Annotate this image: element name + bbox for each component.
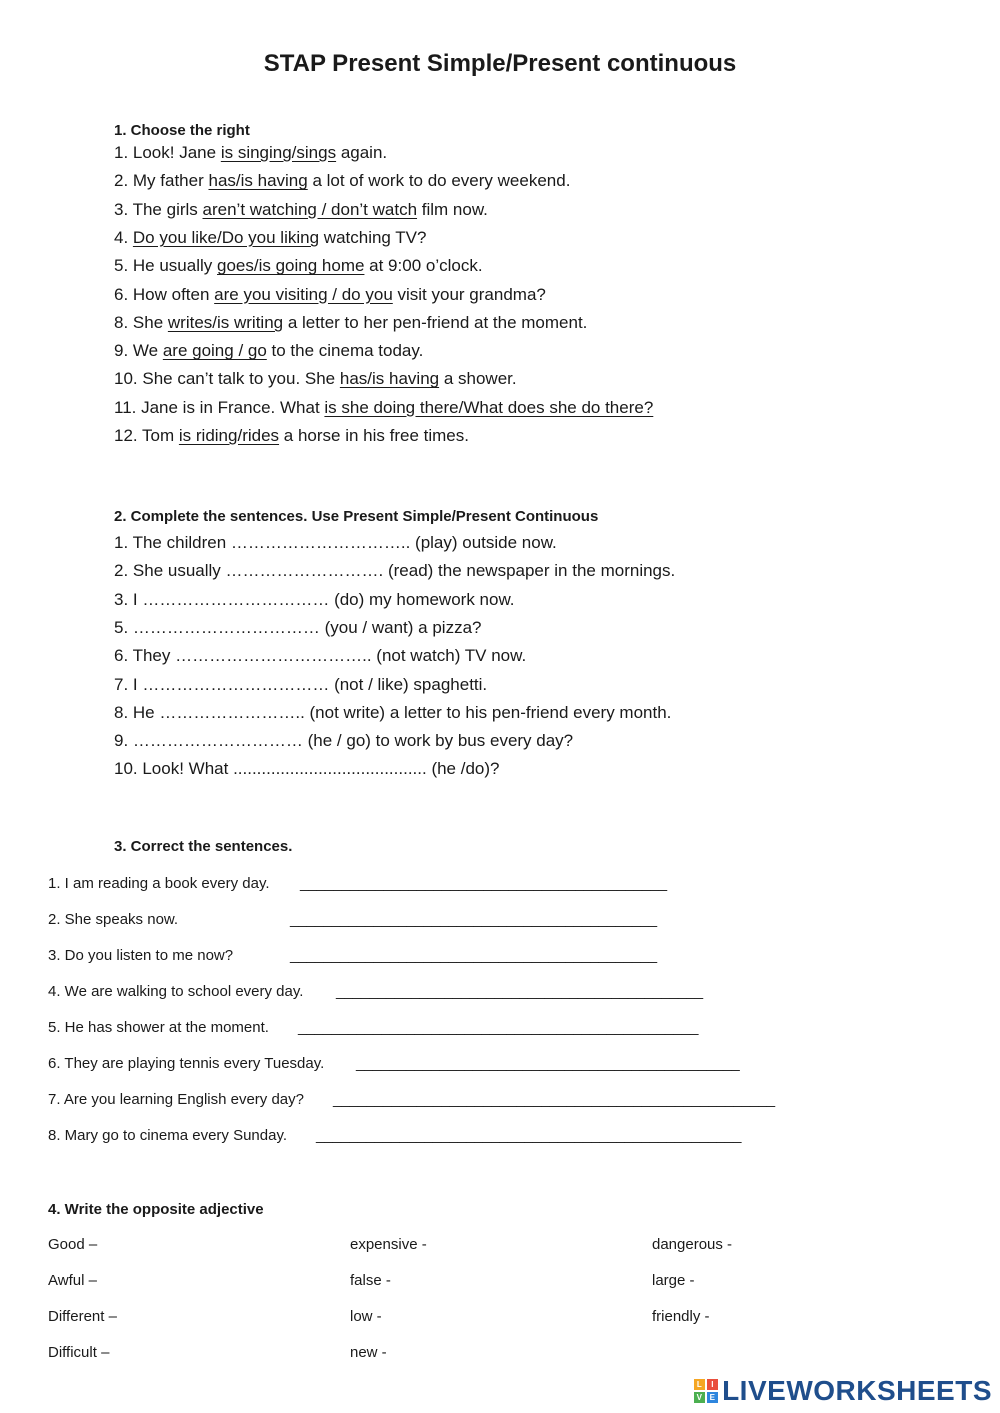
choice-text-pre: 9. We bbox=[114, 341, 163, 361]
correct-sentence: 5. He has shower at the moment. bbox=[48, 1019, 269, 1036]
choice-text-pre: 2. My father bbox=[114, 171, 209, 191]
choice-text-pre: 6. How often bbox=[114, 284, 215, 304]
choice-text-pre: 1. Look! Jane bbox=[114, 143, 221, 162]
choice-text-pre: 11. Jane is in France. What bbox=[114, 397, 325, 417]
choice-text-pre: 4. bbox=[114, 227, 133, 247]
choice-text-pre: 3. The girls bbox=[114, 199, 203, 219]
section-2-heading: 2. Complete the sentences. Use Present Simple/Present Continuous bbox=[114, 508, 599, 525]
answer-line[interactable]: ____________________________________________ bbox=[290, 947, 658, 964]
answer-line[interactable]: ________________________________________________ bbox=[298, 1019, 699, 1036]
choice-text-pre: 5. He usually bbox=[114, 256, 217, 276]
correct-sentence: 2. She speaks now. bbox=[48, 911, 179, 928]
correct-sentence: 3. Do you listen to me now? bbox=[48, 947, 234, 964]
choice-text-post: a horse in his free times. bbox=[279, 426, 469, 445]
answer-line[interactable]: ___________________________________________________ bbox=[316, 1127, 742, 1144]
logo-mark-letter: I bbox=[707, 1379, 718, 1390]
correct-sentence: 1. I am reading a book every day. bbox=[48, 875, 270, 892]
choice-options[interactable]: is singing/sings bbox=[220, 143, 337, 162]
choice-options[interactable]: is riding/rides bbox=[178, 426, 280, 445]
choice-item bbox=[114, 398, 653, 418]
section-1-heading: 1. Choose the right bbox=[114, 122, 250, 139]
complete-item[interactable]: 10. Look! What ......................................... (he /do)? bbox=[114, 759, 500, 779]
choice-text-post: a shower. bbox=[439, 369, 517, 389]
answer-line[interactable]: ______________________________________________ bbox=[356, 1055, 740, 1072]
complete-item[interactable]: 1. The children ………………………….. (play) outside now. bbox=[114, 533, 557, 552]
choice-options[interactable]: are going / go bbox=[162, 341, 267, 361]
adjective-item[interactable]: Awful – bbox=[48, 1272, 97, 1289]
choice-options[interactable]: has/is having bbox=[339, 369, 440, 389]
complete-item[interactable]: 9. ………………………… (he / go) to work by bus every day? bbox=[114, 731, 574, 751]
page-title: STAP Present Simple/Present continuous bbox=[263, 50, 737, 77]
choice-item bbox=[114, 341, 423, 361]
correct-sentence: 6. They are playing tennis every Tuesday. bbox=[48, 1055, 325, 1072]
adjective-item[interactable]: Good – bbox=[48, 1236, 98, 1253]
choice-text-post: at 9:00 o’clock. bbox=[364, 256, 483, 276]
choice-text-post: film now. bbox=[417, 199, 488, 219]
adjective-item[interactable]: expensive - bbox=[350, 1236, 427, 1253]
choice-options[interactable]: aren’t watching / don’t watch bbox=[202, 199, 418, 219]
choice-options[interactable]: has/is having bbox=[208, 171, 308, 191]
correct-sentence: 7. Are you learning English every day? bbox=[48, 1091, 304, 1108]
choice-text-pre: 12. Tom bbox=[114, 426, 179, 445]
choice-text-post: again. bbox=[336, 143, 388, 162]
liveworksheets-logo bbox=[694, 1375, 992, 1407]
section-3-heading: 3. Correct the sentences. bbox=[114, 838, 293, 855]
choice-item bbox=[114, 200, 488, 220]
choice-options[interactable]: writes/is writing bbox=[167, 312, 284, 332]
choice-text-post: to the cinema today. bbox=[266, 341, 424, 361]
correct-sentence: 8. Mary go to cinema every Sunday. bbox=[48, 1127, 288, 1144]
choice-item bbox=[114, 171, 570, 191]
logo-mark-letter: L bbox=[694, 1379, 705, 1390]
choice-options[interactable]: are you visiting / do you bbox=[214, 284, 393, 304]
choice-item bbox=[114, 426, 469, 446]
choice-text-post: a lot of work to do every weekend. bbox=[307, 171, 571, 191]
complete-item[interactable]: 7. I …………………………… (not / like) spaghetti. bbox=[114, 674, 488, 694]
complete-item[interactable]: 6. They …………………………….. (not watch) TV now. bbox=[114, 646, 527, 666]
answer-line[interactable]: _____________________________________________________ bbox=[333, 1091, 776, 1108]
choice-item bbox=[114, 285, 546, 305]
choice-options[interactable]: goes/is going home bbox=[217, 256, 365, 276]
choice-text-pre: 8. She bbox=[114, 312, 168, 332]
complete-item[interactable]: 5. …………………………… (you / want) a pizza? bbox=[114, 617, 482, 637]
choice-text-post: watching TV? bbox=[319, 227, 427, 247]
choice-text-post: visit your grandma? bbox=[392, 284, 546, 304]
adjective-item[interactable]: dangerous - bbox=[652, 1236, 733, 1253]
adjective-item[interactable]: Difficult – bbox=[48, 1344, 110, 1361]
choice-item bbox=[114, 256, 483, 276]
answer-line[interactable]: ____________________________________________ bbox=[336, 983, 704, 1000]
choice-item bbox=[114, 143, 387, 163]
choice-options[interactable]: is she doing there/What does she do there? bbox=[324, 397, 654, 417]
choice-item bbox=[114, 228, 426, 248]
answer-line[interactable]: ____________________________________________ bbox=[290, 911, 658, 928]
logo-text: LIVEWORKSHEETS bbox=[722, 1375, 992, 1406]
logo-mark-icon bbox=[694, 1379, 718, 1403]
choice-item bbox=[114, 369, 517, 389]
adjective-item[interactable]: Different – bbox=[48, 1308, 117, 1325]
complete-item[interactable]: 3. I …………………………… (do) my homework now. bbox=[114, 589, 515, 609]
adjective-item[interactable]: low - bbox=[350, 1308, 382, 1325]
complete-item[interactable]: 8. He …………………….. (not write) a letter to his pen-friend every month. bbox=[114, 702, 672, 722]
complete-item[interactable]: 2. She usually ………………………. (read) the newspaper in the mornings. bbox=[114, 561, 676, 581]
adjective-item[interactable]: friendly - bbox=[652, 1308, 710, 1325]
choice-item bbox=[114, 313, 587, 333]
choice-options[interactable]: Do you like/Do you liking bbox=[132, 227, 320, 247]
correct-sentence: 4. We are walking to school every day. bbox=[48, 983, 304, 1000]
adjective-item[interactable]: new - bbox=[350, 1344, 387, 1361]
logo-mark-letter: E bbox=[707, 1392, 718, 1403]
choice-text-pre: 10. She can’t talk to you. She bbox=[114, 369, 340, 389]
logo-mark-letter: V bbox=[694, 1392, 705, 1403]
adjective-item[interactable]: large - bbox=[652, 1272, 695, 1289]
section-4-heading: 4. Write the opposite adjective bbox=[48, 1201, 264, 1218]
answer-line[interactable]: ____________________________________________ bbox=[300, 875, 668, 892]
adjective-item[interactable]: false - bbox=[350, 1272, 391, 1289]
choice-text-post: a letter to her pen-friend at the moment. bbox=[283, 312, 588, 332]
